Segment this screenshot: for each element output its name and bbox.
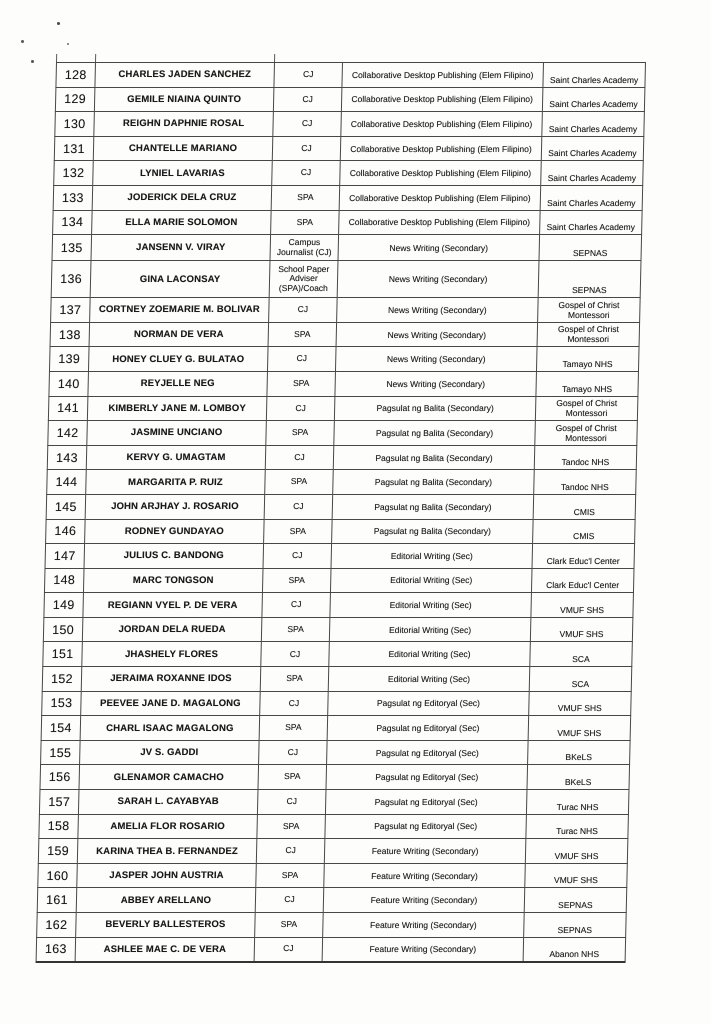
scan-speck — [57, 22, 60, 25]
cell-name: JULIUS C. BANDONG — [84, 544, 264, 569]
table-row — [53, 210, 643, 235]
participants-table-body — [36, 63, 645, 962]
cell-role: School Paper Adviser (SPA)/Coach — [269, 261, 338, 298]
cell-no: 162 — [37, 913, 77, 938]
cell-no: 128 — [56, 63, 96, 88]
cell-no: 147 — [45, 544, 85, 569]
table-row — [41, 716, 631, 741]
cell-name: MARGARITA P. RUIZ — [86, 470, 266, 495]
cell-category: Collaborative Desktop Publishing (Elem Filipino) — [340, 161, 542, 186]
table-row — [36, 937, 626, 962]
cell-role: SPA — [261, 617, 330, 642]
table-row — [54, 161, 644, 186]
cell-name: ABBEY ARELLANO — [76, 888, 256, 913]
cell-name: ELLA MARIE SOLOMON — [92, 210, 272, 235]
cell-name: REYJELLE NEG — [88, 371, 268, 396]
cell-school: Saint Charles Academy — [542, 87, 645, 112]
cell-name: GLENAMOR CAMACHO — [79, 765, 259, 790]
table-row — [53, 185, 643, 210]
cell-name: HONEY CLUEY G. BULATAO — [88, 347, 268, 372]
cell-no: 139 — [49, 347, 89, 372]
cell-role: CJ — [264, 494, 333, 519]
cell-name: REGIANN VYEL P. DE VERA — [83, 593, 263, 618]
cell-school: VMUF SHS — [531, 593, 634, 618]
cell-category: News Writing (Secondary) — [336, 322, 538, 347]
table-row — [45, 544, 635, 569]
table-row — [42, 667, 632, 692]
cell-role: SPA — [267, 371, 336, 396]
cell-category: News Writing (Secondary) — [335, 371, 537, 396]
cell-category: Pagsulat ng Editoryal (Sec) — [327, 716, 529, 741]
cell-school: Tandoc NHS — [534, 445, 637, 470]
cell-category: Editorial Writing (Sec) — [328, 667, 530, 692]
cell-name: ASHLEE MAE C. DE VERA — [75, 937, 255, 962]
cell-no: 130 — [55, 112, 95, 137]
cell-name: GEMILE NIAINA QUINTO — [94, 87, 274, 112]
cell-category: Editorial Writing (Sec) — [331, 544, 533, 569]
cell-category: Feature Writing (Secondary) — [323, 888, 525, 913]
cell-no: 138 — [50, 322, 90, 347]
cell-category: Collaborative Desktop Publishing (Elem Filipino) — [341, 87, 543, 112]
grid-line-stub — [274, 54, 275, 62]
scan-speck — [31, 60, 34, 63]
cell-role: SPA — [262, 568, 331, 593]
cell-category: Collaborative Desktop Publishing (Elem Filipino) — [339, 210, 541, 235]
cell-category: Pagsulat ng Balita (Secondary) — [332, 519, 534, 544]
cell-category: Pagsulat ng Editoryal (Sec) — [326, 765, 528, 790]
cell-school: SEPNAS — [538, 261, 641, 298]
cell-no: 153 — [42, 691, 82, 716]
cell-name: LYNIEL LAVARIAS — [93, 161, 273, 186]
cell-category: Editorial Writing (Sec) — [330, 568, 532, 593]
cell-school: Saint Charles Academy — [540, 210, 643, 235]
cell-no: 155 — [41, 740, 81, 765]
cell-category: Pagsulat ng Balita (Secondary) — [333, 470, 535, 495]
table-row — [52, 235, 642, 261]
cell-no: 151 — [43, 642, 83, 667]
cell-name: JORDAN DELA RUEDA — [82, 617, 262, 642]
cell-name: NORMAN DE VERA — [89, 322, 269, 347]
cell-role: Campus Journalist (CJ) — [270, 235, 339, 261]
participants-table — [36, 62, 646, 963]
cell-role: SPA — [257, 814, 326, 839]
cell-name: JOHN ARJHAY J. ROSARIO — [85, 494, 265, 519]
cell-no: 137 — [51, 298, 91, 323]
cell-role: SPA — [256, 863, 325, 888]
cell-category: Feature Writing (Secondary) — [322, 937, 524, 962]
cell-name: CHARL ISAAC MAGALONG — [80, 716, 260, 741]
cell-role: CJ — [272, 161, 341, 186]
cell-school: Abanon NHS — [523, 937, 626, 962]
cell-school: BKeLS — [528, 740, 631, 765]
cell-name: GINA LACONSAY — [90, 261, 270, 298]
cell-no: 158 — [39, 814, 79, 839]
cell-role: CJ — [255, 888, 324, 913]
table-row — [49, 347, 639, 372]
cell-category: Pagsulat ng Editoryal (Sec) — [328, 691, 530, 716]
cell-no: 148 — [44, 568, 84, 593]
cell-category: Collaborative Desktop Publishing (Elem Filipino) — [339, 185, 541, 210]
table-row — [39, 790, 629, 815]
cell-name: JASMINE UNCIANO — [87, 421, 267, 446]
cell-role: CJ — [254, 937, 323, 962]
cell-category: Feature Writing (Secondary) — [324, 863, 526, 888]
table-row — [48, 396, 638, 421]
cell-no: 159 — [38, 839, 78, 864]
cell-no: 144 — [47, 470, 87, 495]
cell-school: Gospel of Christ Montessori — [538, 298, 641, 323]
cell-name: BEVERLY BALLESTEROS — [76, 913, 256, 938]
cell-school: VMUF SHS — [530, 617, 633, 642]
cell-no: 154 — [41, 716, 81, 741]
cell-category: News Writing (Secondary) — [337, 261, 539, 298]
cell-school: Tamayo NHS — [536, 347, 639, 372]
cell-role: CJ — [256, 839, 325, 864]
cell-no: 129 — [55, 87, 95, 112]
cell-school: Saint Charles Academy — [540, 185, 643, 210]
cell-no: 149 — [44, 593, 84, 618]
cell-school: Turac NHS — [526, 814, 629, 839]
cell-school: SEPNAS — [524, 913, 627, 938]
cell-name: JODERICK DELA CRUZ — [92, 185, 272, 210]
cell-no: 157 — [39, 790, 79, 815]
cell-no: 131 — [54, 136, 94, 161]
cell-no: 134 — [53, 210, 93, 235]
cell-category: Collaborative Desktop Publishing (Elem Filipino) — [342, 63, 544, 88]
cell-school: Saint Charles Academy — [542, 112, 645, 137]
cell-no: 143 — [47, 445, 87, 470]
cell-school: Gospel of Christ Montessori — [537, 322, 640, 347]
table-row — [42, 691, 632, 716]
table-row — [38, 839, 628, 864]
cell-no: 161 — [37, 888, 77, 913]
cell-no: 160 — [38, 863, 78, 888]
table-row — [51, 298, 641, 323]
cell-name: JV S. GADDI — [80, 740, 260, 765]
cell-name: CHANTELLE MARIANO — [93, 136, 273, 161]
cell-name: JANSENN V. VIRAY — [91, 235, 271, 261]
cell-school: CMIS — [533, 519, 636, 544]
cell-role: SPA — [265, 470, 334, 495]
cell-role: CJ — [260, 691, 329, 716]
cell-school: Gospel of Christ Montessori — [535, 396, 638, 421]
cell-role: CJ — [266, 396, 335, 421]
cell-no: 135 — [52, 235, 92, 261]
table-row — [47, 470, 637, 495]
cell-role: CJ — [274, 63, 343, 88]
cell-category: News Writing (Secondary) — [337, 298, 539, 323]
cell-no: 132 — [54, 161, 94, 186]
cell-role: SPA — [271, 210, 340, 235]
cell-school: Saint Charles Academy — [541, 161, 644, 186]
table-row — [43, 642, 633, 667]
cell-role: CJ — [257, 790, 326, 815]
table-row — [46, 519, 636, 544]
scan-speck — [67, 43, 69, 45]
table-row — [55, 87, 645, 112]
table-row — [43, 617, 633, 642]
cell-name: JASPER JOHN AUSTRIA — [77, 863, 257, 888]
cell-school: VMUF SHS — [528, 716, 631, 741]
table-row — [41, 740, 631, 765]
cell-role: SPA — [259, 716, 328, 741]
cell-school: VMUF SHS — [525, 863, 628, 888]
table-row — [37, 913, 627, 938]
table-row — [49, 371, 639, 396]
table-row — [38, 863, 628, 888]
cell-no: 133 — [53, 185, 93, 210]
cell-category: Collaborative Desktop Publishing (Elem Filipino) — [341, 112, 543, 137]
cell-name: AMELIA FLOR ROSARIO — [78, 814, 258, 839]
cell-name: SARAH L. CAYABYAB — [78, 790, 258, 815]
cell-category: Feature Writing (Secondary) — [324, 839, 526, 864]
cell-category: Pagsulat ng Editoryal (Sec) — [325, 790, 527, 815]
cell-role: CJ — [269, 298, 338, 323]
cell-school: CMIS — [533, 494, 636, 519]
cell-no: 163 — [36, 937, 76, 962]
cell-school: SCA — [529, 667, 632, 692]
cell-category: News Writing (Secondary) — [338, 235, 540, 261]
cell-school: SEPNAS — [524, 888, 627, 913]
cell-school: Clark Educ'l Center — [532, 544, 635, 569]
cell-name: REIGHN DAPHNIE ROSAL — [94, 112, 274, 137]
table-row — [39, 814, 629, 839]
table-row — [47, 445, 637, 470]
cell-role: CJ — [267, 347, 336, 372]
cell-category: Pagsulat ng Balita (Secondary) — [332, 494, 534, 519]
cell-no: 142 — [48, 421, 88, 446]
cell-school: VMUF SHS — [525, 839, 628, 864]
cell-name: JHASHELY FLORES — [82, 642, 262, 667]
cell-role: SPA — [260, 667, 329, 692]
cell-school: Turac NHS — [526, 790, 629, 815]
grid-line-stub — [56, 54, 57, 62]
cell-role: CJ — [265, 445, 334, 470]
cell-school: Saint Charles Academy — [541, 136, 644, 161]
cell-role: SPA — [268, 322, 337, 347]
table-row — [44, 568, 634, 593]
cell-role: CJ — [272, 136, 341, 161]
cell-no: 145 — [46, 494, 86, 519]
cell-no: 140 — [49, 371, 89, 396]
cell-name: MARC TONGSON — [83, 568, 263, 593]
cell-no: 146 — [46, 519, 86, 544]
cell-name: RODNEY GUNDAYAO — [85, 519, 265, 544]
table-row — [54, 136, 644, 161]
cell-school: SCA — [530, 642, 633, 667]
cell-no: 141 — [48, 396, 88, 421]
cell-category: Pagsulat ng Balita (Secondary) — [333, 445, 535, 470]
table-row — [55, 112, 645, 137]
cell-category: Pagsulat ng Balita (Secondary) — [334, 396, 536, 421]
table-row — [37, 888, 627, 913]
cell-name: KERVY G. UMAGTAM — [86, 445, 266, 470]
table-row — [44, 593, 634, 618]
cell-school: SEPNAS — [539, 235, 642, 261]
cell-role: CJ — [261, 642, 330, 667]
cell-category: Editorial Writing (Sec) — [329, 617, 531, 642]
cell-no: 156 — [40, 765, 80, 790]
cell-role: CJ — [273, 112, 342, 137]
cell-name: KIMBERLY JANE M. LOMBOY — [87, 396, 267, 421]
table-row — [56, 63, 646, 88]
cell-name: PEEVEE JANE D. MAGALONG — [81, 691, 261, 716]
cell-role: CJ — [263, 544, 332, 569]
cell-category: Editorial Writing (Sec) — [330, 593, 532, 618]
cell-role: CJ — [259, 740, 328, 765]
cell-role: CJ — [273, 87, 342, 112]
cell-role: CJ — [262, 593, 331, 618]
cell-school: Tamayo NHS — [536, 371, 639, 396]
cell-school: BKeLS — [527, 765, 630, 790]
cell-name: KARINA THEA B. FERNANDEZ — [77, 839, 257, 864]
cell-category: News Writing (Secondary) — [335, 347, 537, 372]
cell-no: 152 — [42, 667, 82, 692]
table-row — [51, 261, 641, 298]
cell-school: Clark Educ'l Center — [531, 568, 634, 593]
cell-category: Feature Writing (Secondary) — [323, 913, 525, 938]
cell-school: VMUF SHS — [529, 691, 632, 716]
cell-category: Pagsulat ng Balita (Secondary) — [334, 421, 536, 446]
table-row — [40, 765, 630, 790]
cell-role: SPA — [255, 913, 324, 938]
cell-category: Pagsulat ng Editoryal (Sec) — [327, 740, 529, 765]
cell-school: Gospel of Christ Montessori — [535, 421, 638, 446]
cell-role: SPA — [264, 519, 333, 544]
cell-no: 136 — [51, 261, 91, 298]
cell-category: Collaborative Desktop Publishing (Elem Filipino) — [340, 136, 542, 161]
cell-category: Editorial Writing (Sec) — [329, 642, 531, 667]
cell-no: 150 — [43, 617, 83, 642]
cell-role: SPA — [258, 765, 327, 790]
table-row — [46, 494, 636, 519]
table-sheet — [36, 62, 645, 963]
scan-speck — [21, 40, 24, 43]
cell-name: CORTNEY ZOEMARIE M. BOLIVAR — [90, 298, 270, 323]
cell-role: SPA — [271, 185, 340, 210]
cell-role: SPA — [266, 421, 335, 446]
cell-school: Tandoc NHS — [534, 470, 637, 495]
table-row — [50, 322, 640, 347]
cell-name: CHARLES JADEN SANCHEZ — [95, 63, 275, 88]
cell-name: JERAIMA ROXANNE IDOS — [81, 667, 261, 692]
table-row — [48, 421, 638, 446]
cell-school: Saint Charles Academy — [543, 63, 646, 88]
cell-category: Pagsulat ng Editoryal (Sec) — [325, 814, 527, 839]
grid-line-stub — [95, 54, 96, 62]
